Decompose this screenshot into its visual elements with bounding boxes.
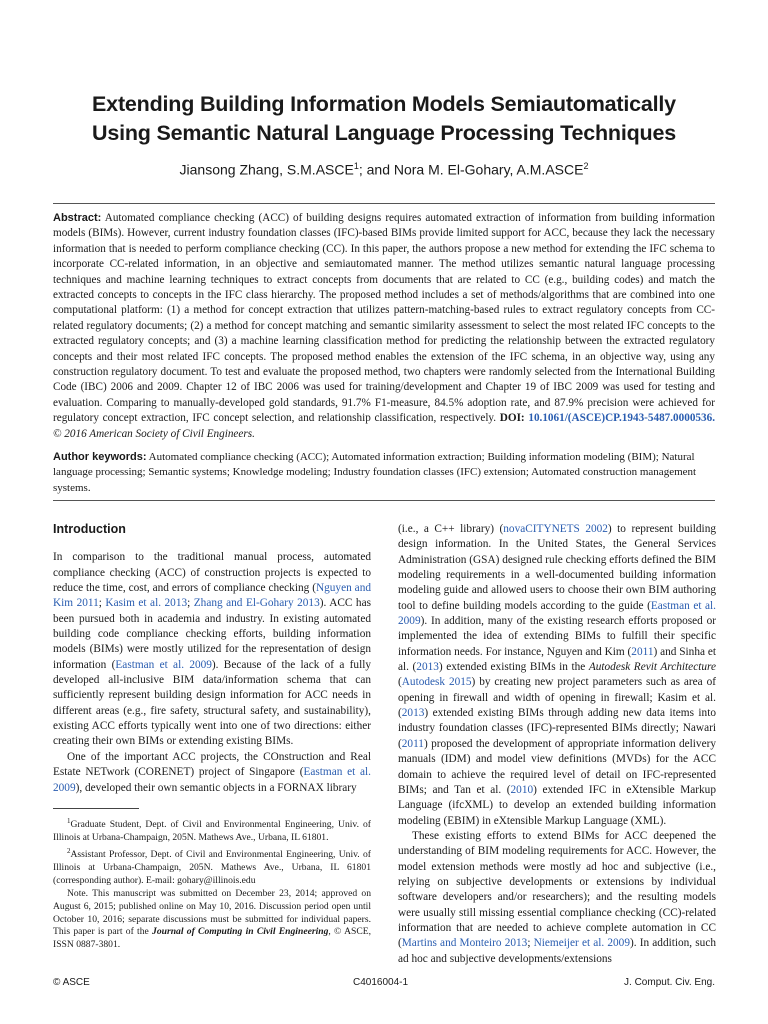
intro-paragraph-1: In comparison to the traditional manual process, automated compliance checking (ACC) of construction projects is expected to reduce the time, cost, and errors of compliance checking (Nguyen and Kim 2011; Kasim et al. 2013; Zhang and El-Gohary 2013). ACC has been pursued both in academia and industry. In existing automated building code compliance checking efforts, building information models (BIMs) were mostly utilized for the representation of design information (Eastman et al. 2009). Because of the lack of a fully developed all-inclusive BIM data/information schema that can sufficiently represent building design information for ACC needs in different areas (e.g., fire safety, structural safety, and sustainability), existing ACC efforts typically went into one of two directions: either creating their own BIMs or extending existing BIMs. [53, 551, 372, 748]
citation-link[interactable]: Autodesk 2015 [401, 676, 472, 689]
footer-publisher: © ASCE [53, 977, 90, 988]
author-line [40, 161, 728, 178]
abstract-top-rule [53, 203, 715, 204]
citation-link[interactable]: novaCITYNETS 2002 [503, 523, 608, 535]
citation-link[interactable]: Eastman et al. 2009 [398, 599, 716, 628]
citation-link[interactable]: 2010 [510, 783, 534, 796]
citation-link[interactable]: Zhang and El-Gohary 2013 [193, 597, 320, 610]
footnote-1: $^1$Graduate Student, Dept. of Civil and Environmental Engineering, Univ. of Illinois at Urbana-Champaign, 205N. Mathews Ave., Urbana, IL 61801. [53, 816, 371, 843]
intro-paragraph-2: One of the important ACC projects, the COnstruction and Real Estate NETwork (CORENET) project of Singapore (Eastman et al. 2009), developed their own semantic objects in a FORNAX library [53, 750, 372, 794]
author-1: Jiansong Zhang, S.M.ASCE [179, 161, 354, 178]
intro-paragraph-3: (i.e., a C++ library) (novaCITYNETS 2002) to represent building design information. In the United States, the General Services Administration (GSA) designed rule checking efforts defined the BIM modeling requirements in a well-documented building information modeling guide and allowed users to choose their own BIM authoring tool to define building models according to the guide (Eastman et al. 2009). In addition, many of the existing research efforts proposed or implemented the idea of extending BIMs to fulfill their specific information needs. For instance, Nguyen and Kim (2011) and Sinha et al. (2013) extended existing BIMs in the Autodesk Revit Architecture (Autodesk 2015) by creating new project parameters such as area of opening in firewall and width of opening in firewall; Kasim et al. (2013) extended existing BIMs through adding new data items into industry foundation classes (IFC)-represented BIMs directly; Nawari (2011) proposed the development of appropriate information delivery manuals (IDM) and model view definitions (MVDs) for the ACC domain to achieve the required level of detail on IFC-represented BIMs; and Tan et al. (2010) extended IFC in eXtensible Markup Language (ifcXML) to develop an extended building information modeling (EBIM) in eXtensible Markup Language (XML). [398, 523, 716, 827]
citation-link[interactable]: Nguyen and Kim 2011 [53, 582, 371, 610]
footer-journal-abbrev: J. Comput. Civ. Eng. [624, 977, 715, 988]
intro-paragraph-4: These existing efforts to extend BIMs for ACC deepened the understanding of BIM modeling requirements for ACC. However, the model extension methods were mostly ad hoc and subjective (i.e., relying on subjective developments or extensions by individual software developers and/or researchers); and the resulting models were usually still missing essential compliance checking (CC)-related information that are needed to achieve complete automation in CC (Martins and Monteiro 2013; Niemeijer et al. 2009). In addition, such ad hoc and subjective developments/extensions [398, 829, 716, 965]
submission-note: Note. This manuscript was submitted on December 23, 2014; approved on August 6, 2015; published online on May 10, 2016. Discussion period open until October 10, 2016; separate discussions must be submitted for individual papers. This paper is part of the Journal of Computing in Civil Engineering, © ASCE, ISSN 0887-3801. [53, 887, 372, 951]
footnotes [53, 815, 371, 952]
author-2-affiliation-mark: 2 [583, 161, 589, 171]
footnote-2: $^2$Assistant Professor, Dept. of Civil and Environmental Engineering, Univ. of Illinois at Urbana-Champaign, 205N. Mathews Ave., Urbana, IL 61801 (corresponding author). E-mail: gohary@illinois.edu [53, 846, 371, 886]
keywords-label: Author keywords: [53, 451, 147, 463]
author-separator: ; and Nora M. El-Gohary, A.M.ASCE [358, 161, 584, 178]
right-column [398, 522, 716, 967]
doi-label: DOI: [499, 412, 525, 425]
paper-title [40, 90, 728, 148]
keywords-bottom-rule [53, 500, 715, 501]
footnote-rule [53, 808, 139, 809]
citation-link[interactable]: Kasim et al. 2013 [105, 597, 188, 610]
abstract [53, 211, 715, 442]
citation-link[interactable]: 2011 [631, 645, 654, 658]
citation-link[interactable]: Niemeijer et al. 2009 [533, 937, 630, 950]
citation-link[interactable]: Martins and Monteiro 2013 [401, 937, 528, 950]
keywords-text: Automated compliance checking (ACC); Automated information extraction; Building information modeling (BIM); Natural language processing; Semantic systems; Knowledge modeling; Industry foundation classes (IFC) extension; Automated construction management systems. [53, 451, 697, 494]
doi-link[interactable]: 10.1061/(ASCE)CP.1943-5487.0000536. [528, 412, 716, 425]
abstract-label: Abstract: [53, 212, 102, 224]
abstract-text: Automated compliance checking (ACC) of building designs requires automated extraction of information from building information models (BIMs). However, current industry foundation classes (IFC)-based BIMs provide limited support for ACC, because they lack the necessary information that is needed to perform compliance checking (CC). In this paper, the authors propose a new method for extending the IFC schema to incorporate CC-related information, in an objective and semiautomated manner. The method utilizes semantic natural language processing techniques and machine learning techniques to extract concepts from documents that are related to CC (e.g., building codes) and match the extracted concepts to concepts in the IFC class hierarchy. The proposed method includes a set of methods/algorithms that are combined into one computational platform: (1) a method for concept extraction that utilizes pattern-matching-based rules to extract regulatory concepts from CC-related regulatory documents; (2) a method for concept matching and semantic similarity assessment to select the most related IFC concepts to the extracted regulatory concepts; and (3) a machine learning classification method for predicting the relationship between the extracted regulatory concepts and their most related IFC concepts. The proposed method enables the extension of the IFC schema, in an objective way, using any construction regulatory document. To test and evaluate the proposed method, two chapters were randomly selected from the International Building Code (IBC) 2006 and 2009. Chapter 12 of IBC 2006 was used for training/development and Chapter 19 of IBC 2009 was used for testing and evaluation. Comparing to manually-developed gold standards, 91.7% F1-measure, 84.5% adoption rate, and 87.9% precision were achieved for regulatory concept extraction, IFC concept selection, and relationship classification, respectively. [53, 212, 715, 425]
journal-name: Journal of Computing in Civil Engineering [152, 926, 329, 938]
left-column [53, 522, 371, 952]
section-heading-introduction: Introduction [53, 522, 126, 536]
citation-link[interactable]: 2013 [416, 661, 439, 674]
title-line-1: Extending Building Information Models Semiautomatically [92, 92, 676, 116]
citation-link[interactable]: Eastman et al. 2009 [53, 766, 372, 794]
title-line-2: Using Semantic Natural Language Processing Techniques [92, 121, 676, 145]
citation-link[interactable]: Eastman et al. 2009 [115, 658, 212, 671]
author-1-affiliation-mark: 1 [353, 161, 359, 171]
citation-link[interactable]: 2011 [401, 737, 424, 750]
citation-link[interactable]: 2013 [401, 707, 425, 720]
copyright-notice: © 2016 American Society of Civil Engineers. [53, 427, 255, 440]
author-keywords [53, 450, 715, 496]
footer-article-number: C4016004-1 [353, 977, 409, 988]
